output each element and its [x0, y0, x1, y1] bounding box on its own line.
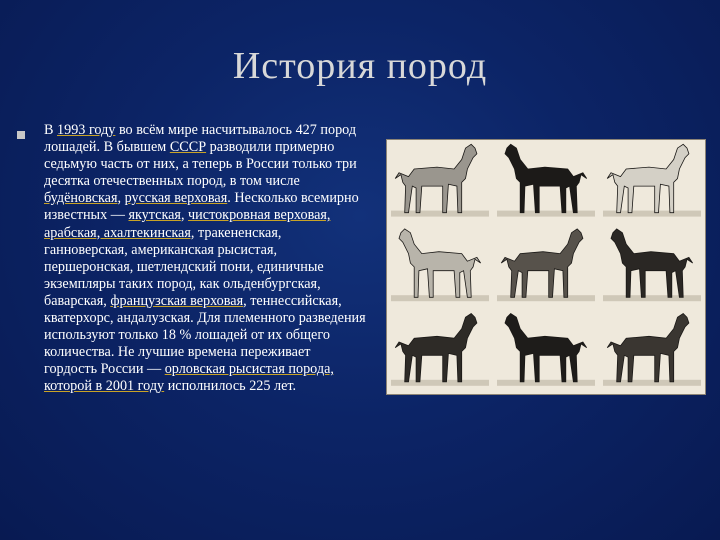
paragraph-text: во всём мире насчитывалось 427 пород лошадей. В бывшем: [44, 122, 357, 156]
horse-engraving-4: [391, 229, 489, 301]
wiki-link[interactable]: русская верховая: [124, 190, 228, 207]
paragraph-text: ,: [180, 207, 189, 224]
horse-engraving-3: [603, 144, 701, 216]
horse-engraving-6: [603, 229, 701, 301]
wiki-link[interactable]: СССР: [169, 139, 207, 156]
slide-title: История пород: [232, 45, 488, 87]
horse-engraving-7: [391, 314, 489, 386]
horse-engraving-2: [497, 144, 595, 216]
wiki-link[interactable]: французская верховая: [110, 292, 244, 309]
wiki-link[interactable]: 1993 году: [57, 122, 116, 138]
bullet-square-icon: [17, 131, 25, 139]
wiki-link[interactable]: якутская: [128, 207, 181, 224]
paragraph-text: , теннессийская, кватерхорс, андалузская. Для племенного разведения используют только 18 % лошадей от их общего количества. Не лучшие времена переживает гордость России —: [44, 292, 366, 378]
horse-breeds-illustration: [386, 139, 706, 395]
paragraph-text: исполнилось 225 лет.: [164, 378, 297, 395]
wiki-link[interactable]: орловская рысистая порода, которой в 2001 году: [44, 361, 334, 395]
paragraph-text: тракененская, ганноверская, американская рысистая, першеронская, шетлендский пони, единичные экземпляры таких пород, как ольденбургская, баварская,: [44, 224, 324, 309]
paragraph-text: разводили примерно седьмую часть от них, а теперь в России только три десятка отечественных пород, в том числе: [44, 139, 357, 190]
paragraph-text: . Несколько всемирно известных —: [44, 190, 359, 224]
horse-engraving-9: [603, 314, 701, 386]
body-paragraph: [44, 122, 366, 396]
paragraph-text: ,: [117, 190, 125, 207]
horse-engraving-8: [497, 314, 595, 386]
horse-engraving-1: [391, 144, 489, 216]
paragraph-text: В: [44, 122, 58, 138]
horse-engraving-grid: [387, 140, 705, 394]
wiki-link[interactable]: чистокровная верховая, арабская, ахалтекинская,: [44, 207, 331, 241]
horse-engraving-5: [497, 229, 595, 301]
wiki-link[interactable]: будёновская: [44, 190, 118, 207]
